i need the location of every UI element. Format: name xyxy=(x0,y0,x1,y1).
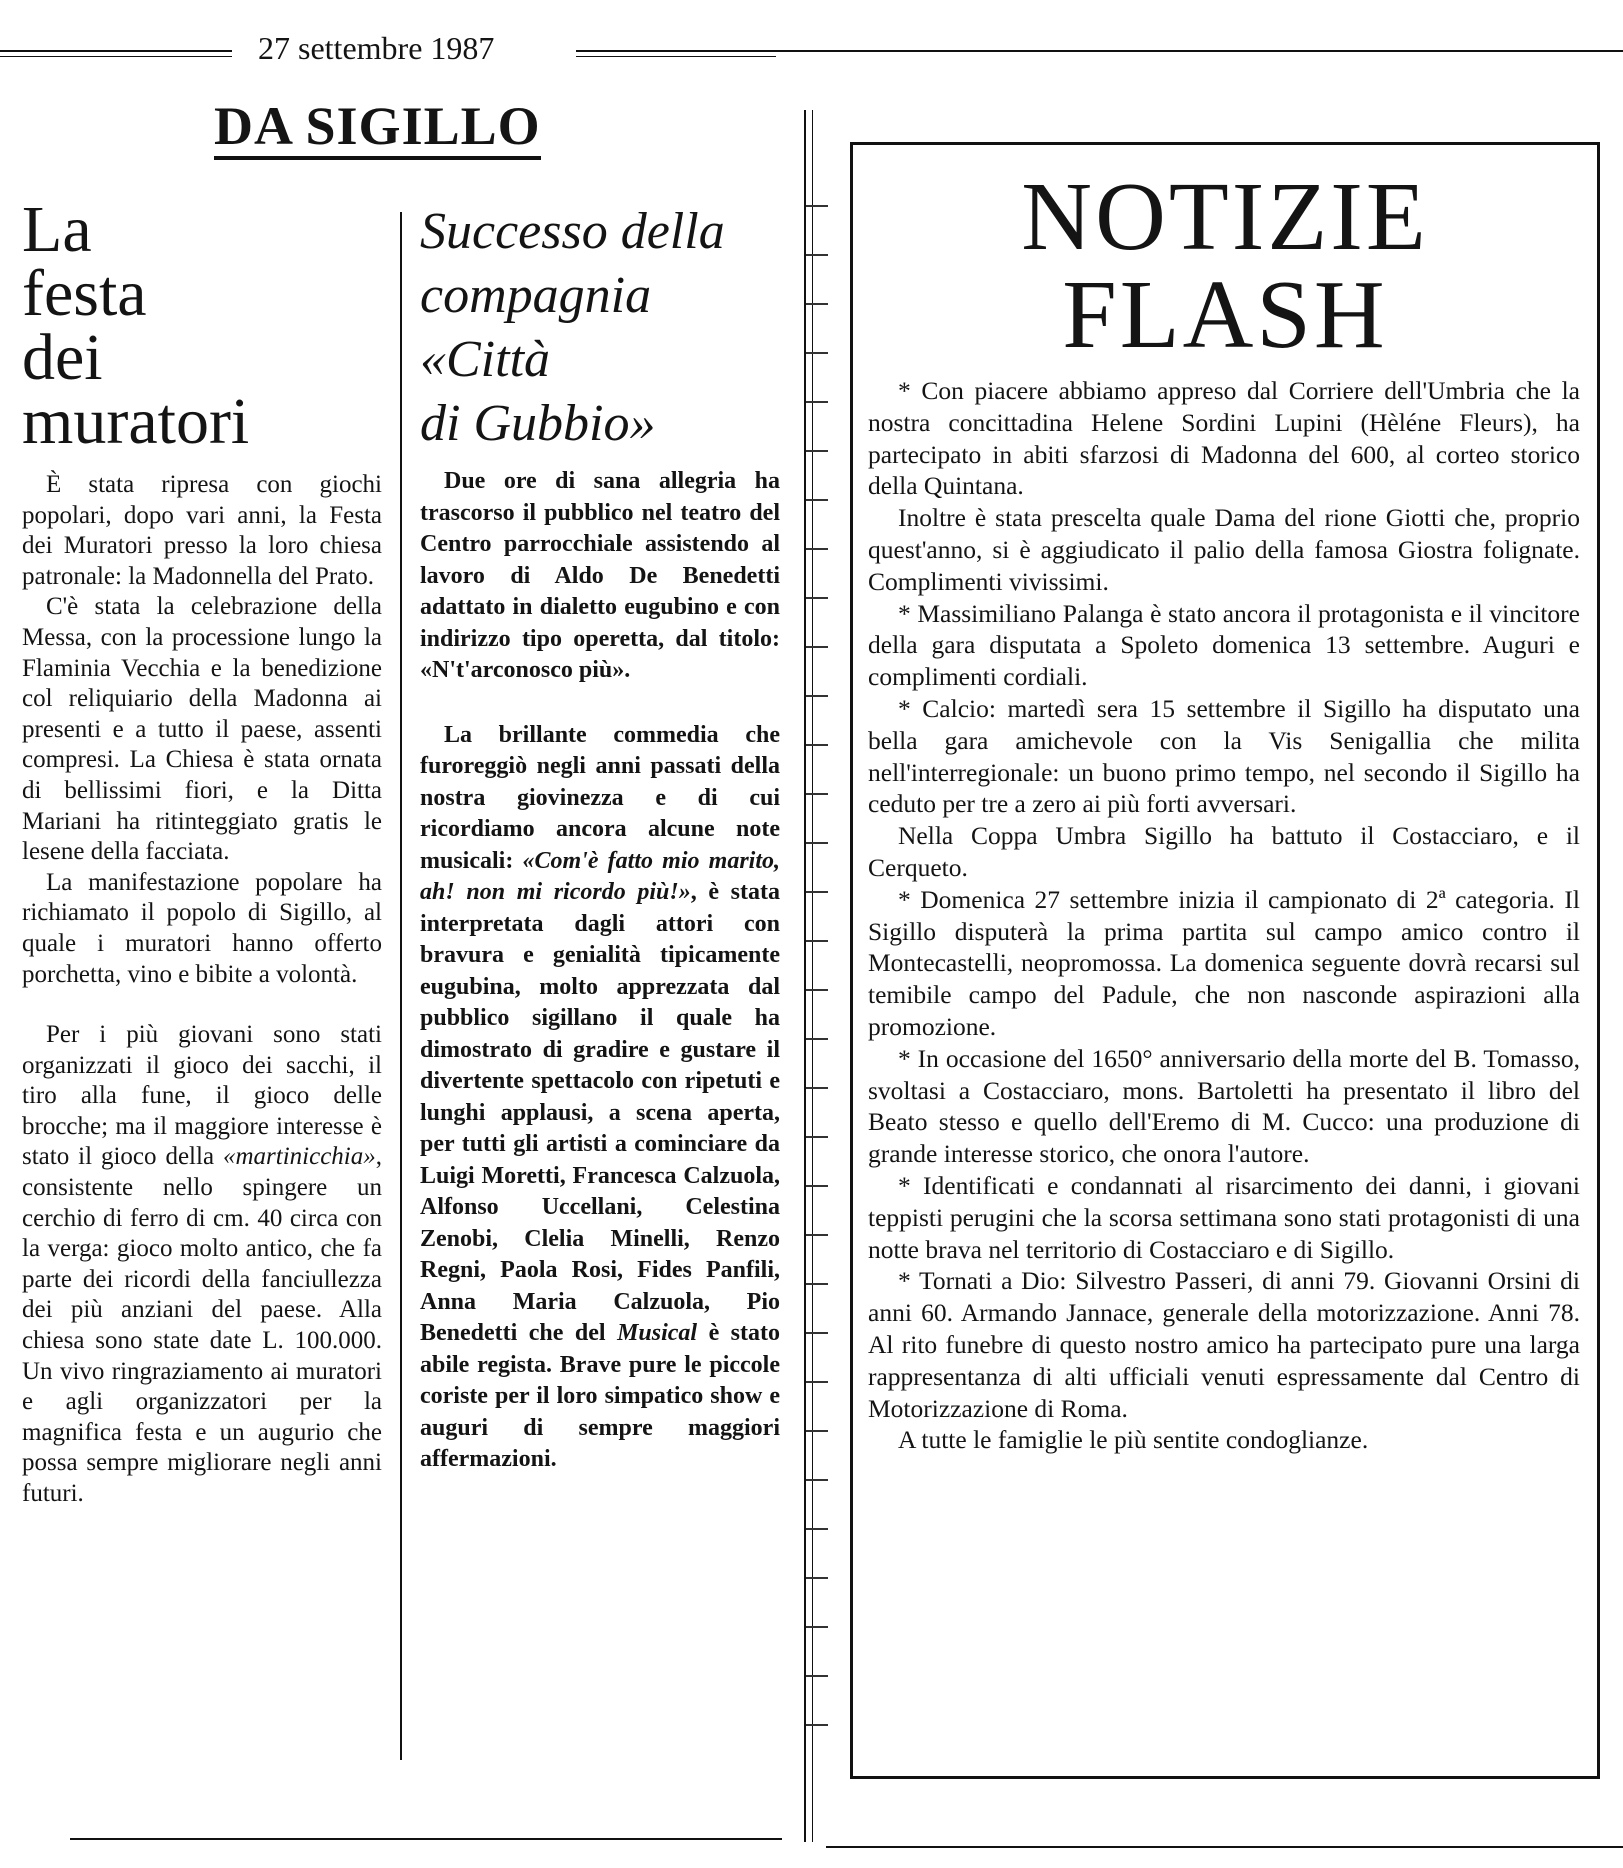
footer-rule-right xyxy=(826,1846,1623,1848)
article1-paragraph: La manifestazione popolare ha richiamato il popolo di Sigillo, al quale i muratori hanno offerto porchetta, vino e bibite a volontà. xyxy=(22,868,382,988)
column-tick xyxy=(806,254,828,256)
issue-date: 27 settembre 1987 xyxy=(258,30,495,66)
column-tick xyxy=(806,1136,828,1138)
notizie-item: A tutte le famiglie le più sentite condoglianze. xyxy=(898,1425,1369,1455)
article2-headline-line: Successo della xyxy=(420,203,725,260)
article1-text-run: Per i più giovani sono stati organizzati il gioco dei sacchi, il tiro alla fune, il gioco delle brocche; ma il maggiore interesse è stato il gioco della xyxy=(22,1021,382,1171)
article2-headline-line: di Gubbio» xyxy=(420,395,656,452)
article1-headline-line: muratori xyxy=(22,385,250,458)
musical-term: Musical xyxy=(617,1320,698,1346)
column-tick xyxy=(806,1577,828,1579)
column-tick xyxy=(806,205,828,207)
header-rule-right xyxy=(576,50,1623,52)
notizie-item: Nella Coppa Umbra Sigillo ha battuto il Costacciaro, e il Cerqueto. xyxy=(868,821,1580,882)
column-tick xyxy=(806,401,828,403)
article1-headline-line: La xyxy=(22,193,92,266)
article2-headline-line: «Città xyxy=(420,331,551,388)
notizie-item: * Massimiliano Palanga è stato ancora il protagonista e il vincitore della gara disputata a Spoleto domenica 13 settembre. Auguri e complimenti cordiali. xyxy=(868,598,1580,692)
header-rule-right-thin xyxy=(576,56,776,57)
column-tick xyxy=(806,1626,828,1628)
article2-headline xyxy=(420,200,810,456)
notizie-item: * Con piacere abbiamo appreso dal Corriere dell'Umbria che la nostra concittadina Helene Sordini Lupini (Hèléne Fleurs), ha partecipato in abiti sfarzosi di Madonna del 600, al corteo storico della Quintana. xyxy=(868,376,1580,501)
dateline xyxy=(0,14,1623,64)
notizie-title-line: FLASH xyxy=(1062,261,1388,369)
article2-paragraph xyxy=(420,720,780,1476)
article1-headline-line: festa xyxy=(22,257,147,330)
header-rule-left xyxy=(0,50,232,52)
column-tick xyxy=(806,1675,828,1677)
article1-paragraph: È stata ripresa con giochi popolari, dopo vari anni, la Festa dei Muratori presso la loro chiesa patronale: la Madonnella del Prato. xyxy=(22,471,382,590)
notizie-item: * Tornati a Dio: Silvestro Passeri, di anni 79. Giovanni Orsini di anni 60. Armando Jannace, generale della motorizzazione. Anni 78. Al rito funebre di questo nostro amico ha partecipato pure una larga rappresentanza di alti ufficiali venuti espressamente dal Centro di Motorizzazione di Roma. xyxy=(868,1266,1580,1423)
notizie-flash-title xyxy=(850,163,1600,369)
article2-headline-line: compagnia xyxy=(420,267,652,324)
song-quote: «Com'è fatto mio marito, ah! non mi ricordo più!» xyxy=(420,847,780,905)
column-tick xyxy=(806,499,828,501)
article1-headline-line: dei xyxy=(22,321,103,394)
column-tick xyxy=(806,1479,828,1481)
article1-headline xyxy=(22,193,382,458)
section-title: DA SIGILLO xyxy=(214,98,541,160)
column-tick xyxy=(806,646,828,648)
article2-text-run: , è stata interpretata dagli attori con bravura e genialità tipicamente eugubina, molto apprezzata dal pubblico sigillano il quale ha dimostrato di gradire e gustare il divertente spettacolo con ripetuti e lunghi applausi, a scena aperta, per tutti gli artisti a cominciare da Luigi Moretti, Francesca Calzuola, Alfonso Uccellani, Celestina Zenobi, Clelia Minelli, Renzo Regni, Paola Rosi, Fides Panfili, Anna Maria Calzuola, Pio Benedetti che del xyxy=(420,879,780,1346)
column-divider-2b xyxy=(812,110,813,1842)
article1-text-run: , consistente nello spingere un cerchio di ferro di cm. 40 circa con la verga: gioco molto antico, che fa parte dei ricordi della fanciullezza dei più anziani del paese. Alla chiesa sono state date L. 100.000. Un vivo ringraziamento ai muratori e agli organizzatori per la magnifica festa e un augurio che possa sempre migliorare negli anni futuri. xyxy=(22,1143,382,1507)
column-tick xyxy=(806,1332,828,1334)
header-rule-left-thin xyxy=(0,56,232,57)
column-tick xyxy=(806,793,828,795)
notizie-flash-body xyxy=(868,375,1580,1456)
column-tick xyxy=(806,1087,828,1089)
column-tick xyxy=(806,548,828,550)
column-divider-1 xyxy=(400,212,402,1760)
column-tick xyxy=(806,303,828,305)
footer-rule-left xyxy=(70,1838,782,1840)
column-tick xyxy=(806,1724,828,1726)
article2-body xyxy=(420,466,780,1476)
column-tick xyxy=(806,1430,828,1432)
notizie-item: Inoltre è stata prescelta quale Dama del rione Giotti che, proprio quest'anno, si è aggiudicato il palio della famosa Giostra folignate. Complimenti vivissimi. xyxy=(868,503,1580,596)
column-tick xyxy=(806,989,828,991)
notizie-item: * Calcio: martedì sera 15 settembre il Sigillo ha disputato una bella gara amichevole con la Vis Senigallia che milita nell'interregionale: un buono primo tempo, nel secondo il Sigillo ha ceduto per tre a zero ai più forti avversari. xyxy=(868,693,1580,819)
article1-paragraph xyxy=(22,1020,382,1510)
notizie-item: * Identificati e condannati al risarcimento dei danni, i giovani teppisti perugini che la scorsa settimana sono stati protagonisti di una notte brava nel territorio di Costacciaro e di Sigillo. xyxy=(868,1170,1580,1264)
article2-text-run: La brillante commedia che furoreggiò negli anni passati della nostra giovinezza e di cui ricordiamo ancora alcune note musicali: xyxy=(420,721,780,874)
column-tick xyxy=(806,842,828,844)
article1-paragraph: C'è stata la celebrazione della Messa, con la processione lungo la Flaminia Vecchia e la benedizione col reliquiario della Madonna ai presenti e a tutto il paese, assenti compresi. La Chiesa è stata ornata di bellissimi fiori, e la Ditta Mariani ha ritinteggiato gratis le lesene della facciata. xyxy=(22,593,382,866)
notizie-item: * Domenica 27 settembre inizia il campionato di 2ª categoria. Il Sigillo disputerà la prima partita sul campo amico contro il Montecastelli, neopromossa. La domenica seguente dovrà recarsi sul temibile campo del Padule, che non nasconde aspirazioni alla promozione. xyxy=(868,884,1580,1041)
column-tick xyxy=(806,597,828,599)
column-tick xyxy=(806,940,828,942)
notizie-title-line: NOTIZIE xyxy=(1021,163,1429,271)
column-tick xyxy=(806,891,828,893)
column-tick xyxy=(806,1528,828,1530)
article2-text-run: è stato abile regista. Brave pure le piccole coriste per il loro simpatico show e auguri di sempre maggiori affermazioni. xyxy=(420,1320,781,1472)
column-tick xyxy=(806,695,828,697)
notizie-item: * In occasione del 1650° anniversario della morte del B. Tomasso, svoltasi a Costacciaro, mons. Bartoletti ha presentato il libro del Beato stesso e quello dell'Eremo di M. Cucco: una produzione di grande interesse storico, che onora l'autore. xyxy=(868,1043,1580,1169)
column-tick xyxy=(806,1283,828,1285)
column-tick xyxy=(806,1038,828,1040)
article2-paragraph: Due ore di sana allegria ha trascorso il pubblico nel teatro del Centro parrocchiale assistendo al lavoro di Aldo De Benedetti adattato in dialetto eugubino e con indirizzo tipo operetta, dal titolo: «N't'arconosco più». xyxy=(420,468,780,683)
article1-body xyxy=(22,470,382,1510)
martinicchia-term: «martinicchia» xyxy=(222,1143,376,1171)
column-tick xyxy=(806,352,828,354)
column-tick xyxy=(806,744,828,746)
column-tick xyxy=(806,1381,828,1383)
column-tick xyxy=(806,1234,828,1236)
column-tick xyxy=(806,450,828,452)
column-tick xyxy=(806,1185,828,1187)
